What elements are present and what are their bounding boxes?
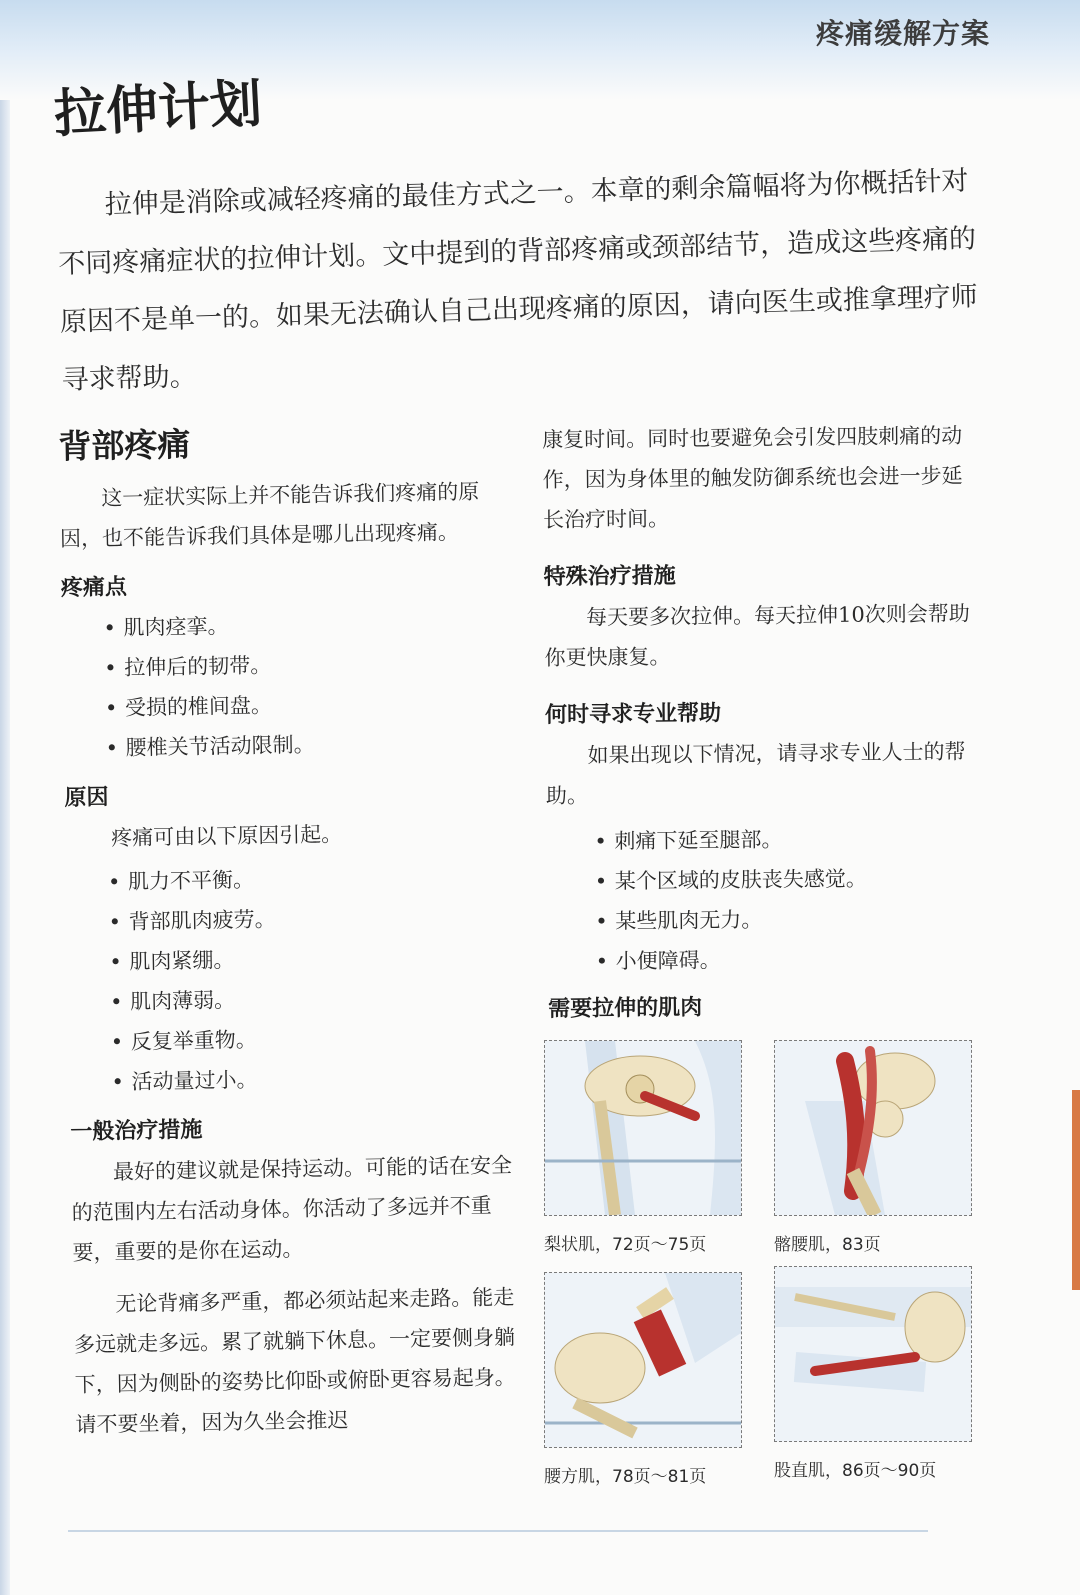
muscles-heading: 需要拉伸的肌肉 [548, 995, 703, 1022]
back-pain-lead: 这一症状实际上并不能告诉我们疼痛的原因，也不能告诉我们具体是哪儿出现疼痛。 [59, 479, 480, 551]
list-item: • 某些肌肉无力。 [595, 897, 977, 941]
figure-caption: 腰方肌，78页～81页 [544, 1467, 707, 1487]
page-title: 拉伸计划 [52, 74, 264, 145]
list-item: • 小便障碍。 [595, 937, 977, 981]
figure-piriformis [544, 1040, 742, 1255]
list-item: • 肌肉紧绷。 [109, 935, 518, 982]
list-item: • 某个区域的皮肤丧失感觉。 [595, 857, 977, 901]
footer-rule [68, 1530, 928, 1532]
rectus-femoris-illustration [774, 1266, 972, 1442]
figure-caption: 股直肌，86页～90页 [774, 1461, 937, 1481]
figure-quadratus-lumborum [544, 1272, 742, 1487]
edge-thumb-tab [1072, 1090, 1080, 1290]
pain-points-list [61, 601, 514, 769]
professional-help-intro: 如果出现以下情况，请寻求专业人士的帮助。 [545, 739, 966, 808]
general-treatment-heading: 一般治疗措施 [70, 1117, 203, 1145]
causes-list [66, 855, 520, 1103]
list-item: • 肌肉薄弱。 [110, 975, 519, 1022]
professional-help-list [546, 817, 978, 981]
causes-heading: 原因 [64, 785, 109, 811]
list-item: • 刺痛下延至腿部。 [594, 817, 976, 861]
figure-caption: 梨状肌，72页～75页 [544, 1235, 707, 1255]
general-treatment-p2: 无论背痛多严重，都必须站起来走路。能走多远就走多远。累了就躺下休息。一定要侧身躺下，因为侧卧的姿势比仰卧或俯卧更容易起身。请不要坐着，因为久坐会推迟 [73, 1285, 516, 1437]
list-item: • 肌肉痉挛。 [103, 601, 512, 648]
piriformis-illustration [544, 1040, 742, 1216]
general-treatment-p1: 最好的建议就是保持运动。可能的话在安全的范围内左右活动身体。你活动了多远并不重要，重要的是你在运动。 [71, 1153, 513, 1265]
back-pain-heading: 背部疼痛 [58, 424, 191, 466]
continued-paragraph: 康复时间。同时也要避免会引发四肢刺痛的动作，因为身体里的触发防御系统也会进一步延长治疗时间。 [542, 423, 963, 532]
list-item: • 受损的椎间盘。 [105, 681, 514, 728]
special-treatment-text: 每天要多次拉伸。每天拉伸10次则会帮助你更快康复。 [544, 601, 970, 670]
figure-rectus-femoris [774, 1266, 972, 1481]
left-column [58, 417, 526, 1451]
section-tab: 疼痛缓解方案 [815, 17, 990, 50]
figure-caption: 髂腰肌，83页 [774, 1235, 881, 1255]
list-item: • 腰椎关节活动限制。 [105, 721, 514, 768]
intro-paragraph: 拉伸是消除或减轻疼痛的最佳方式之一。本章的剩余篇幅将为你概括针对不同疼痛症状的拉伸计划。文中提到的背部疼痛或颈部结节，造成这些疼痛的原因不是单一的。如果无法确认自己出现疼痛的原因，请向医生或推拿理疗师寻求帮助。 [57, 165, 979, 396]
iliopsoas-illustration [774, 1040, 972, 1216]
list-item: • 反复举重物。 [110, 1015, 519, 1062]
list-item: • 背部肌肉疲劳。 [108, 895, 517, 942]
list-item: • 活动量过小。 [111, 1055, 520, 1102]
page-spine-shadow [0, 0, 10, 1595]
pain-points-heading: 疼痛点 [60, 574, 128, 601]
muscle-figures [544, 1040, 974, 1487]
figure-iliopsoas [774, 1040, 972, 1255]
list-item: • 拉伸后的韧带。 [104, 641, 513, 688]
quadratus-lumborum-illustration [544, 1272, 742, 1448]
special-treatment-heading: 特殊治疗措施 [543, 563, 676, 590]
professional-help-heading: 何时寻求专业帮助 [544, 701, 722, 728]
causes-intro: 疼痛可由以下原因引起。 [111, 822, 343, 851]
right-column [542, 415, 978, 1029]
list-item: • 肌力不平衡。 [108, 855, 517, 902]
